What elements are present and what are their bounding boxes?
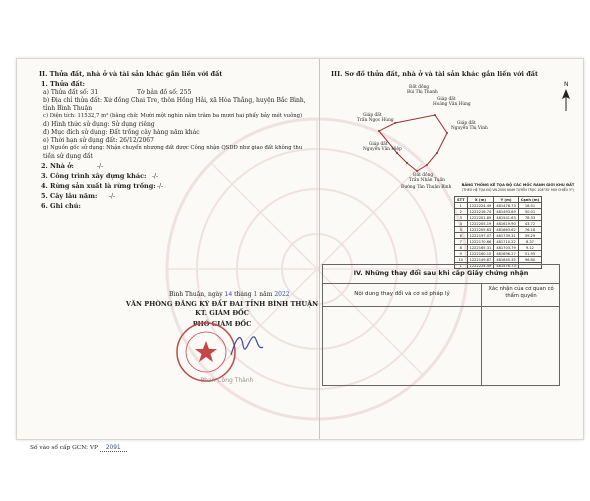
coord-cell: 18.51: [518, 203, 541, 209]
coord-cell: 1: [455, 263, 468, 269]
north-arrow-icon: [561, 89, 571, 111]
coord-cell: 10: [455, 257, 468, 263]
coord-cell: 1222165.31: [467, 245, 494, 251]
center-fold: [319, 59, 320, 439]
map-name-tr: Hoàng Văn Hùng: [433, 102, 471, 107]
coord-cell: 481493.89: [494, 209, 518, 215]
house-value: -/-: [97, 163, 104, 170]
map-name-left: Trần Ngọc Hùng: [357, 118, 394, 123]
coord-cell: 1222224.49: [467, 203, 494, 209]
coord-cell: 481619.90: [494, 221, 518, 227]
parcel-province: tỉnh Bình Thuận: [43, 105, 93, 112]
north-label: N: [564, 81, 569, 88]
map-label-right: Giáp đất: [457, 121, 476, 126]
changes-divider: [481, 283, 482, 385]
use-form: d) Hình thức sử dụng: Sử dụng riêng: [43, 121, 155, 128]
use-term: e) Thời hạn sử dụng đất: 26/12/2067: [43, 137, 154, 144]
plantation-value: -/-: [157, 183, 164, 190]
construction-heading: 3. Công trình xây dựng khác:: [41, 172, 147, 180]
map-name-bottom: Trần Nhân Tuấn: [409, 178, 445, 183]
coord-cell: 481739.31: [494, 233, 518, 239]
use-origin-cont: tiền sử dụng đất: [43, 153, 93, 160]
map-label-bottom: Đất đồng: [413, 173, 434, 178]
issuing-office: VĂN PHÒNG ĐĂNG KÝ ĐẤT ĐAI TỈNH BÌNH THUẬN: [125, 300, 319, 308]
map-label-left: Giáp đất: [363, 113, 382, 118]
note-heading: 6. Ghi chú:: [41, 202, 81, 210]
coord-cell: 6: [455, 233, 468, 239]
map-name-bl: Nguyễn Văn Hiệp: [363, 147, 402, 152]
changes-title: IV. Những thay đổi sau khi cấp Giấy chứng nhận: [353, 269, 529, 277]
coord-cell: 8.37: [518, 239, 541, 245]
sign-date: Bình Thuận, ngày 14 tháng 1 năm 2022: [169, 291, 290, 298]
coord-cell: 3: [455, 215, 468, 221]
coord-cell: 1: [455, 203, 468, 209]
signer-name: Phan Công Thành: [200, 377, 254, 384]
coord-cell: 481696.27: [494, 251, 518, 257]
coord-cell: 1222205.19: [467, 221, 494, 227]
section-title-ii: II. Thửa đất, nhà ở và tài sản khác gắn liền với đất: [39, 70, 223, 78]
map-label-top: Đất đồng: [409, 85, 430, 90]
parcel-heading: 1. Thửa đất:: [41, 80, 85, 88]
perennial-heading: 5. Cây lâu năm:: [41, 192, 98, 200]
coord-cell: 8: [455, 245, 468, 251]
coord-cell: 1222149.87: [467, 257, 494, 263]
changes-col-confirm: Xác nhận của cơ quan có thẩm quyền: [488, 286, 554, 299]
coord-cell: 43.72: [518, 221, 541, 227]
coord-cell: 50.01: [518, 209, 541, 215]
section-title-iii: III. Sơ đồ thửa đất, nhà ở và tài sản khác gắn liền với đất: [331, 70, 538, 78]
coord-cell: 9.12: [518, 245, 541, 251]
coordinates-table: [454, 196, 542, 269]
house-heading: 2. Nhà ở:: [41, 162, 74, 170]
coord-header: STT: [455, 197, 468, 203]
construction-value: -/-: [152, 173, 159, 180]
coord-cell: 7: [455, 239, 468, 245]
map-label-tr: Giáp đất: [437, 97, 456, 102]
registration-footer: [30, 445, 127, 451]
perennial-value: -/-: [109, 193, 116, 200]
coord-cell: 481645.35: [494, 257, 518, 263]
coord-cell: 4: [455, 221, 468, 227]
coord-cell: 1222201.85: [467, 215, 494, 221]
coord-cell: 481541.63: [494, 215, 518, 221]
use-origin: g) Nguồn gốc sử dụng: Nhận chuyển nhượng đất được Công nhận QSDĐ như giao đất không thu: [43, 145, 303, 151]
coord-cell: 1222216.74: [467, 209, 494, 215]
coord-cell: 1222205.63: [467, 227, 494, 233]
coord-cell: 76.18: [518, 227, 541, 233]
coord-cell: 5: [455, 227, 468, 233]
coord-cell: 51.95: [518, 251, 541, 257]
coord-cell: 78.33: [518, 215, 541, 221]
changes-table: [322, 264, 560, 386]
coord-cell: 481703.79: [494, 245, 518, 251]
coord-cell: 2: [455, 209, 468, 215]
coord-cell: 1222170.66: [467, 239, 494, 245]
use-purpose: đ) Mục đích sử dụng: Đất trồng cây hàng năm khác: [43, 129, 200, 136]
map-label-bl: Giáp đất: [369, 142, 388, 147]
footer-label: Số vào sổ cấp GCN: VP: [30, 445, 98, 451]
parcel-number: a) Thửa đất số: 31: [43, 89, 99, 96]
coord-table-title: BẢNG THỐNG KÊ TỌA ĐỘ CÁC MỐC RANH GIỚI KHU ĐẤT: [461, 183, 575, 187]
map-road-label: Đường Tân Thuận Bình: [401, 185, 452, 190]
footer-number: 2091: [100, 445, 127, 452]
coord-header: Y (m): [494, 197, 518, 203]
coord-header: Cạnh (m): [518, 197, 541, 203]
coord-cell: 1222160.15: [467, 251, 494, 257]
coord-cell: 481710.22: [494, 239, 518, 245]
map-sheet-number: Tờ bản đồ số: 255: [137, 89, 192, 96]
plantation-heading: 4. Rừng sản xuất là rừng trồng:: [41, 182, 156, 190]
parcel-address: b) Địa chỉ thửa đất: Xứ đồng Chai Tre, thôn Hồng Hải, xã Hòa Thắng, huyện Bắc Bình,: [43, 97, 306, 104]
coord-cell: 481663.62: [494, 227, 518, 233]
map-name-top: Bùi Thị Thanh: [407, 90, 438, 95]
coord-table-subtitle: (THEO HỆ TỌA ĐỘ VN-2000 KINH TUYẾN TRỤC 108°30' MÚI CHIẾU 3°): [462, 188, 574, 192]
map-name-right: Nguyễn Thị Vinh: [451, 126, 488, 131]
coord-cell: 9: [455, 251, 468, 257]
coord-header: X (m): [467, 197, 494, 203]
coord-cell: 1222224.49: [467, 263, 494, 269]
coord-cell: 1222197.07: [467, 233, 494, 239]
signature-icon: [227, 327, 267, 363]
coord-cell: 481476.73: [494, 203, 518, 209]
coord-cell: 96.80: [518, 257, 541, 263]
deputy-director: PHÓ GIÁM ĐỐC: [192, 320, 252, 328]
coord-cell: 39.29: [518, 233, 541, 239]
coord-cell: 481476.73: [494, 263, 518, 269]
parcel-area: c) Diện tích: 11532,7 m² (bằng chữ: Mười một nghìn năm trăm ba mươi hai phẩy bảy mét vuông): [43, 113, 303, 119]
changes-col-content: Nội dung thay đổi và cơ sở pháp lý: [354, 291, 450, 297]
for-director: KT. GIÁM ĐỐC: [195, 309, 249, 317]
